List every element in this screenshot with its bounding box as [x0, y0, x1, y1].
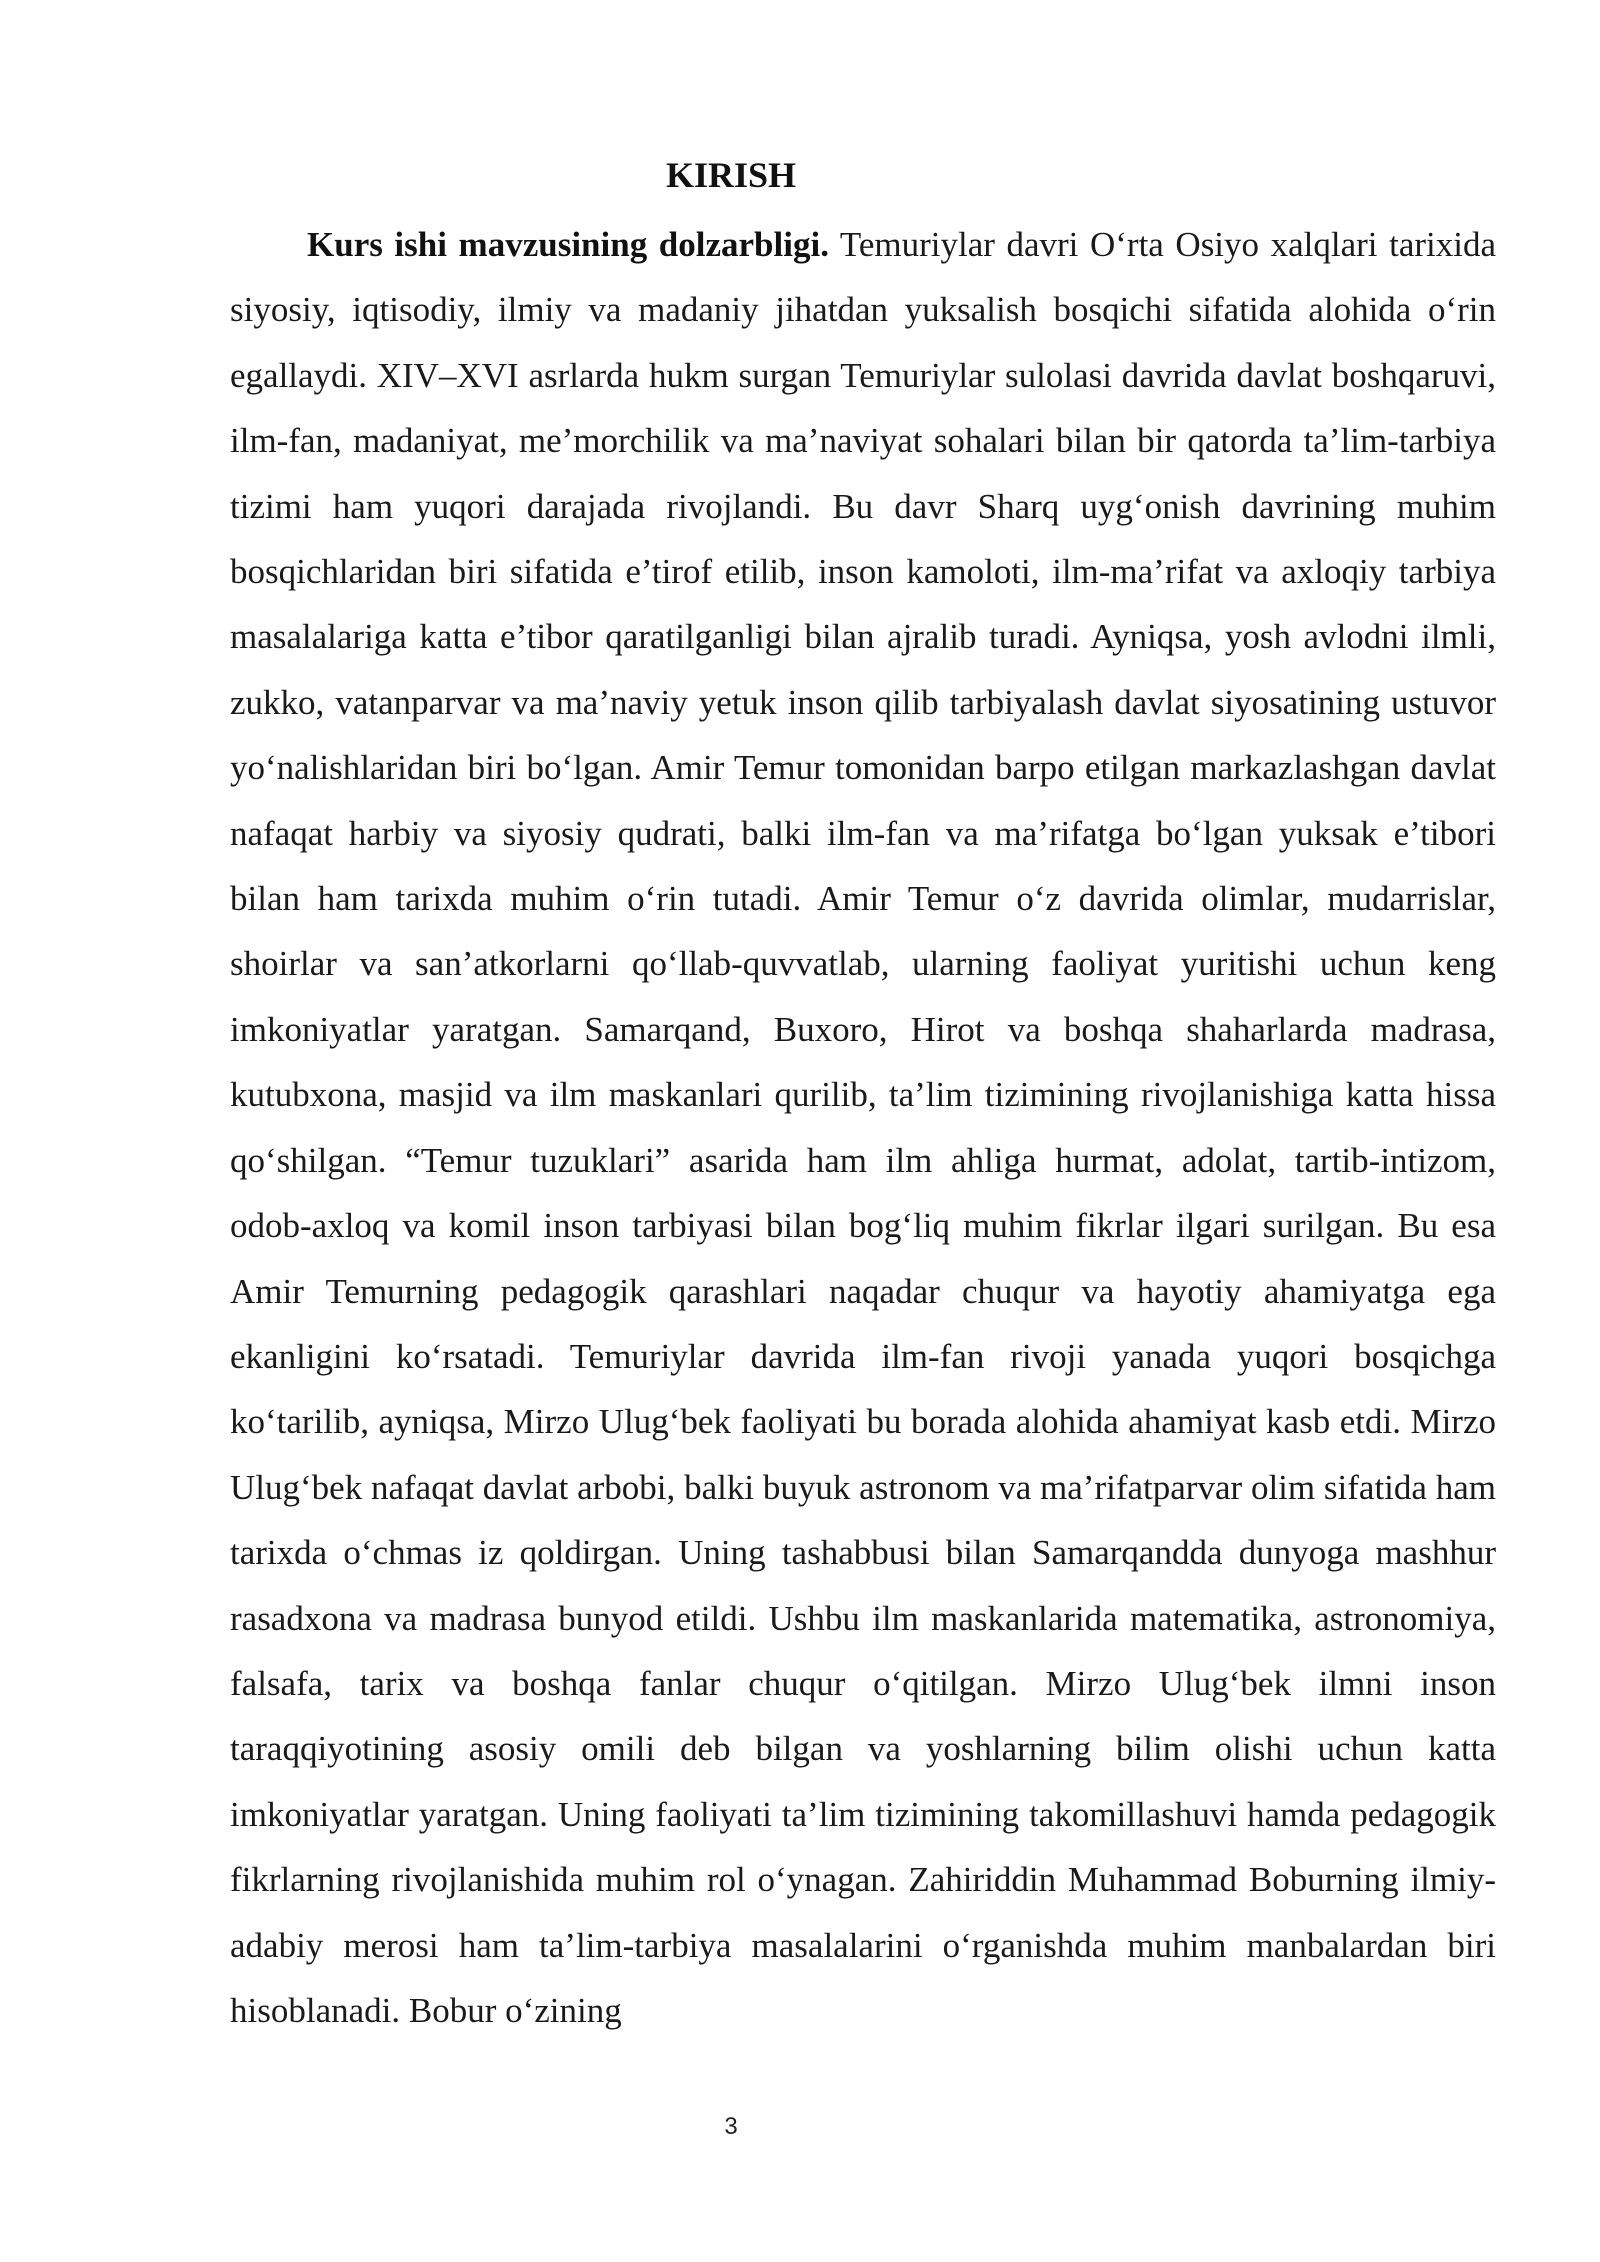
page-number: 3	[724, 2113, 738, 2140]
paragraph-lead: Kurs ishi mavzusining dolzarbligi.	[307, 225, 829, 264]
body-paragraph	[230, 212, 1496, 2043]
paragraph-text: Temuriylar davri O‘rta Osiyo xalqlari tarixida siyosiy, iqtisodiy, ilmiy va madaniy jihatdan yuksalish bosqichi sifatida alohida o‘rin egallaydi. XIV–XVI asrlarda hukm surgan Temuriylar sulolasi davrida davlat boshqaruvi, ilm-fan, madaniyat, me’morchilik va ma’naviyat sohalari bilan bir qatorda ta’lim-tarbiya tizimi ham yuqori darajada rivojlandi. Bu davr Sharq uyg‘onish davrining muhim bosqichlaridan biri sifatida e’tirof etilib, inson kamoloti, ilm-ma’rifat va axloqiy tarbiya masalalariga katta e’tibor qaratilganligi bilan ajralib turadi. Ayniqsa, yosh avlodni ilmli, zukko, vatanparvar va ma’naviy yetuk inson qilib tarbiyalash davlat siyosatining ustuvor yo‘nalishlaridan biri bo‘lgan. Amir Temur tomonidan barpo etilgan markazlashgan davlat nafaqat harbiy va siyosiy qudrati, balki ilm-fan va ma’rifatga bo‘lgan yuksak e’tibori bilan ham tarixda muhim o‘rin tutadi. Amir Temur o‘z davrida olimlar, mudarrislar, shoirlar va san’atkorlarni qo‘llab-quvvatlab, ularning faoliyat yuritishi uchun keng imkoniyatlar yaratgan. Samarqand, Buxoro, Hirot va boshqa shaharlarda madrasa, kutubxona, masjid va ilm maskanlari qurilib, ta’lim tizimining rivojlanishiga katta hissa qo‘shilgan. “Temur tuzuklari” asarida ham ilm ahliga hurmat, adolat, tartib-intizom, odob-axloq va komil inson tarbiyasi bilan bog‘liq muhim fikrlar ilgari surilgan. Bu esa Amir Temurning pedagogik qarashlari naqadar chuqur va hayotiy ahamiyatga ega ekanligini ko‘rsatadi. Temuriylar davrida ilm-fan rivoji yanada yuqori bosqichga ko‘tarilib, ayniqsa, Mirzo Ulug‘bek faoliyati bu borada alohida ahamiyat kasb etdi. Mirzo Ulug‘bek nafaqat davlat arbobi, balki buyuk astronom va ma’rifatparvar olim sifatida ham tarixda o‘chmas iz qoldirgan. Uning tashabbusi bilan Samarqandda dunyoga mashhur rasadxona va madrasa bunyod etildi. Ushbu ilm maskanlarida matematika, astronomiya, falsafa, tarix va boshqa fanlar chuqur o‘qitilgan. Mirzo Ulug‘bek ilmni inson taraqqiyotining asosiy omili deb bilgan va yoshlarning bilim olishi uchun katta imkoniyatlar yaratgan. Uning faoliyati ta’lim tizimining takomillashuvi hamda pedagogik fikrlarning rivojlanishida muhim rol o‘ynagan. Zahiriddin Muhammad Boburning ilmiy-adabiy merosi ham ta’lim-tarbiya masalalarini o‘rganishda muhim manbalardan biri hisoblanadi. Bobur o‘zining	[230, 225, 1497, 2030]
section-heading: KIRISH	[665, 155, 797, 195]
